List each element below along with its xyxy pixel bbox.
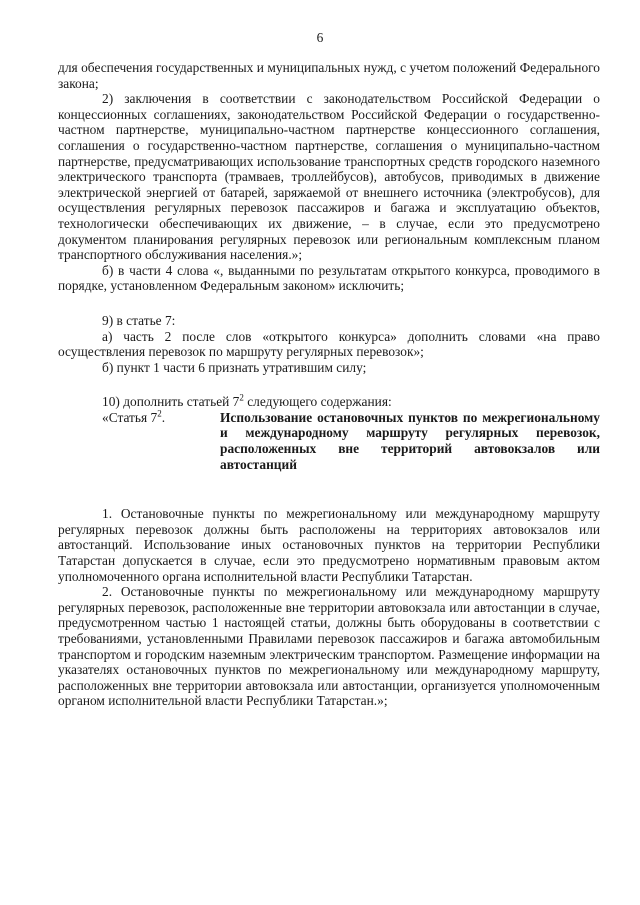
item-10-text-before: 10) дополнить статьей 7 — [102, 394, 240, 410]
page-number: 6 — [316, 30, 324, 45]
paragraph-item-a-part2: а) часть 2 после слов «открытого конкурса» дополнить словами «на право осуществления перевозок по маршруту регулярных перевозок»; — [58, 328, 600, 360]
paragraph-item-b-part4: б) в части 4 слова «, выданными по результатам открытого конкурса, проводимого в порядке, установленном Федеральным законом» исключить; — [58, 262, 600, 294]
document-body — [58, 60, 600, 709]
item-10-text-after: следующего содержания: — [243, 394, 392, 410]
paragraph-item-9: 9) в статье 7: — [102, 312, 176, 328]
article-heading — [58, 410, 600, 472]
paragraph-item-10 — [58, 394, 600, 410]
article-title: Использование остановочных пунктов по межрегиональному и международному маршруту регулярных перевозок, расположенных вне территорий автовокзалов или автостанций — [220, 409, 600, 472]
article-label-text: «Статья 7 — [102, 409, 158, 425]
paragraph-item-2: 2) заключения в соответствии с законодательством Российской Федерации о концессионных соглашениях, законодательством Российской Федерации о государственно-частном партнерстве, муниципально-частном партнерстве концессионного соглашения, соглашения о государственно-частном партнерстве, соглашения о муниципально-частном партнерстве, предусматривающих использование транспортных средств городского наземного электрического транспорта (трамваев, троллейбусов), автобусов, приводимых в движение электрической энергией от батарей, заряжаемой от внешнего источника (электробусов), для осуществления регулярных перевозок пассажиров и багажа и эксплуатацию объектов, технологически обеспечивающих их движение, – в случае, если это предусмотрено документом планирования регулярных перевозок или региональным комплексным планом транспортного обслуживания населения.»; — [58, 91, 600, 263]
item-10-superscript: 2 — [239, 392, 244, 403]
article-label-superscript: 2 — [157, 408, 162, 419]
paragraph-item-b-part6: б) пункт 1 части 6 признать утратившим силу; — [102, 359, 367, 375]
article-label-dot: . — [161, 409, 166, 425]
article-part-2: 2. Остановочные пункты по межрегиональному или международному маршруту регулярных перевозок, расположенные вне территории автовокзала или автостанции в случае, предусмотренном частью 1 настоящей статьи, должны быть оборудованы в соответствии с требованиями, установленными Правилами перевозок пассажиров и багажа автомобильным транспортом и городским наземным электрическим транспортом. Размещение информации на указателях остановочных пунктов по межрегиональному или международному маршруту, расположенных вне территории автовокзала или автостанции, организуется уполномоченным органом исполнительной власти Республики Татарстан.»; — [58, 584, 600, 709]
article-part-1: 1. Остановочные пункты по межрегиональному или международному маршруту регулярных перевозок должны быть расположены на территориях автовокзалов или автостанций. Использование иных остановочных пунктов на территории Республики Татарстан допускается в случае, если это предусмотрено нормативным правовым актом уполномоченного органа исполнительной власти Республики Татарстан. — [58, 506, 600, 584]
paragraph-continuation: для обеспечения государственных и муниципальных нужд, с учетом положений Федерального закона; — [58, 60, 600, 91]
article-label — [58, 410, 220, 472]
